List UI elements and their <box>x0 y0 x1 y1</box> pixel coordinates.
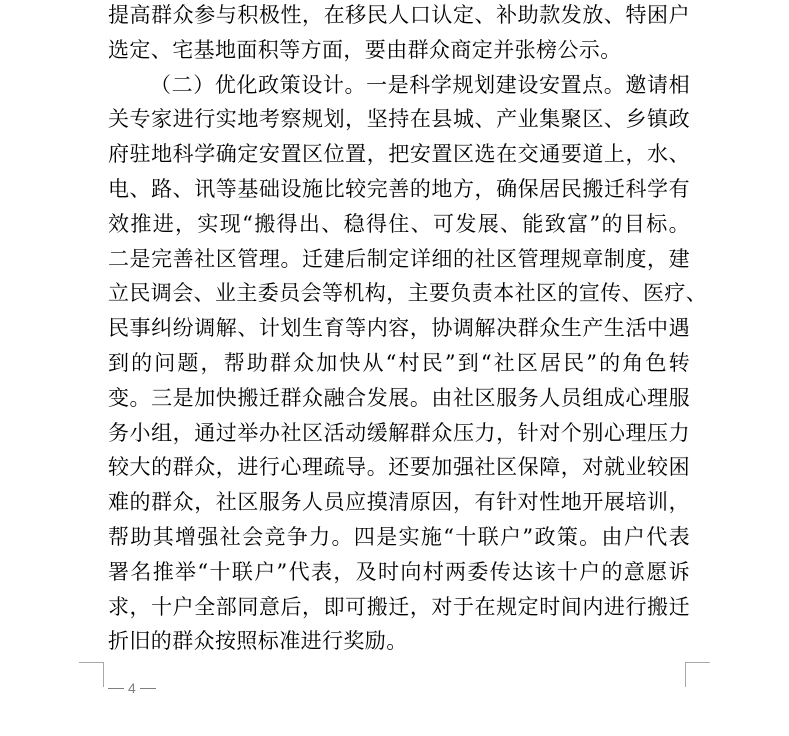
margin-corner-mark-right <box>685 662 710 687</box>
text-line: 署名推举“十联户”代表，及时向村两委传达该十户的意愿诉 <box>108 559 690 584</box>
text-line: 折旧的群众按照标准进行奖励。 <box>108 629 408 654</box>
margin-corner-mark-left <box>79 662 104 687</box>
text-line: 到的问题，帮助群众加快从“村民”到“社区居民”的角色转 <box>108 350 690 375</box>
text-line: 难的群众，社区服务人员应摸清原因，有针对性地开展培训， <box>108 490 690 515</box>
text-line: 变。三是加快搬迁群众融合发展。由社区服务人员组成心理服 <box>108 385 690 410</box>
text-line: 电、路、讯等基础设施比较完善的地方，确保居民搬迁科学有 <box>108 176 690 201</box>
text-line: 务小组，通过举办社区活动缓解群众压力，针对个别心理压力 <box>108 420 690 445</box>
text-line: 二是完善社区管理。迁建后制定详细的社区管理规章制度，建 <box>108 246 690 271</box>
text-line: 府驻地科学确定安置区位置，把安置区选在交通要道上，水、 <box>108 142 690 167</box>
footer-dash-right <box>140 688 156 689</box>
text-line: 帮助其增强社会竞争力。四是实施“十联户”政策。由户代表 <box>108 524 690 549</box>
page-footer <box>104 680 160 696</box>
text-line: 立民调会、业主委员会等机构，主要负责本社区的宣传、医疗、 <box>108 281 708 306</box>
footer-dash-left <box>108 688 124 689</box>
text-line: 关专家进行实地考察规划，坚持在县城、产业集聚区、乡镇政 <box>108 107 690 132</box>
section-heading-line: （二）优化政策设计。一是科学规划建设安置点。邀请相 <box>150 72 690 97</box>
text-line: 求，十户全部同意后，即可搬迁，对于在规定时间内进行搬迁 <box>108 594 690 619</box>
text-line: 民事纠纷调解、计划生育等内容，协调解决群众生产生活中遇 <box>108 316 690 341</box>
text-line: 效推进，实现“搬得出、稳得住、可发展、能致富”的目标。 <box>108 211 690 236</box>
text-line: 选定、宅基地面积等方面，要由群众商定并张榜公示。 <box>108 37 622 62</box>
body-text <box>108 0 708 659</box>
text-line: 较大的群众，进行心理疏导。还要加强社区保障，对就业较困 <box>108 455 690 480</box>
text-line: 提高群众参与积极性，在移民人口认定、补助款发放、特困户 <box>108 3 690 27</box>
page-number: 4 <box>128 680 136 696</box>
